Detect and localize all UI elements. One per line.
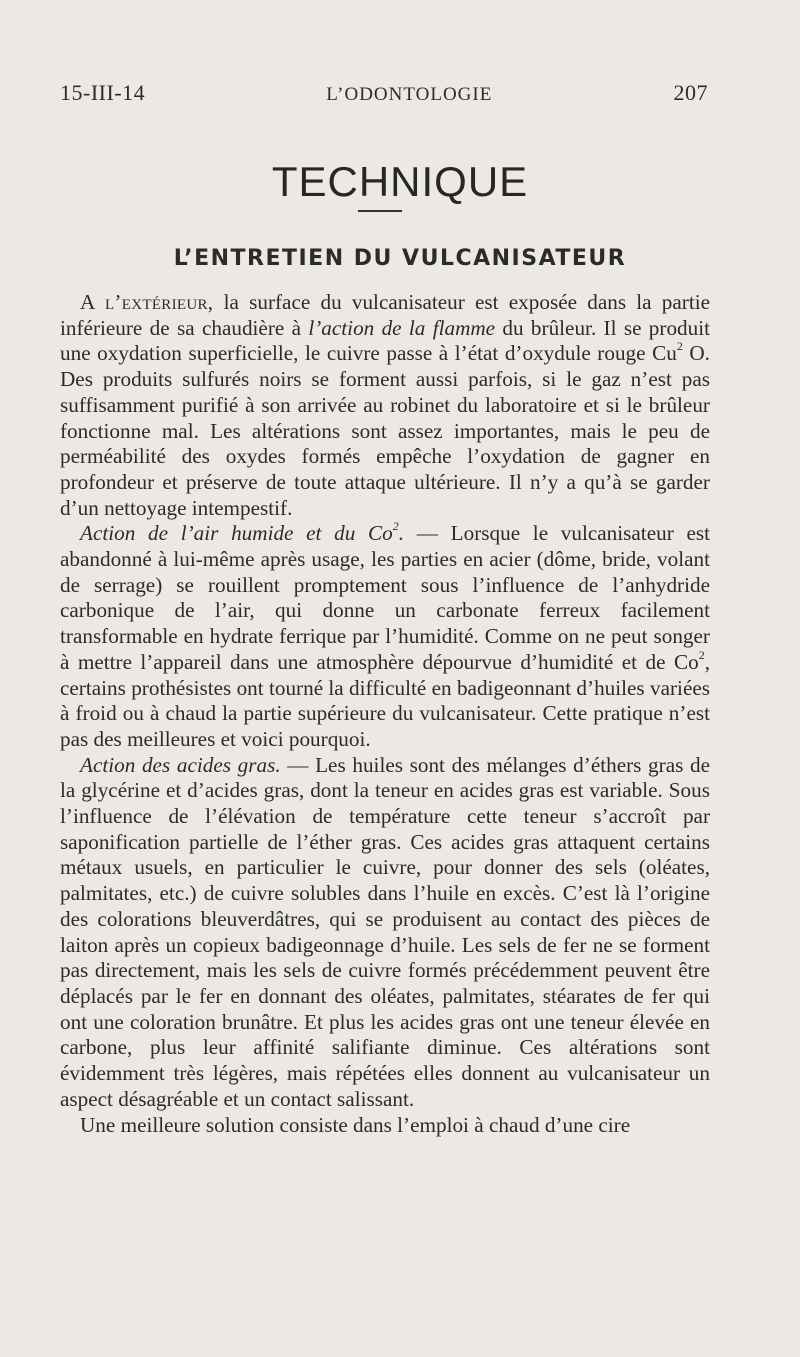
paragraph-2-heading-end: . (398, 521, 405, 546)
paragraph-4 (60, 1113, 710, 1139)
paragraph-1-text: la surface du vulcanisateur est exposée dans la partie inférieure de sa chaudière à (60, 290, 710, 340)
page-number: 207 (673, 80, 708, 105)
paragraph-1 (60, 290, 710, 521)
paragraph-1-italic: l’action de la flamme (308, 315, 496, 340)
journal-title: L’ODONTOLOGIE (326, 84, 493, 105)
article-body (60, 290, 710, 1138)
superscript: 2 (698, 647, 705, 662)
paragraph-2-text-2: , certains prothésistes ont tourné la difficulté en badigeonnant d’huiles variées à froid ou à chaud la partie supérieure du vulcanisateur. Cette pratique n’est pas des meilleures et voici pourquoi. (60, 649, 710, 751)
paragraph-4-text: Une meilleure solution consiste dans l’emploi à chaud d’une cire (80, 1112, 631, 1137)
paragraph-3 (60, 753, 710, 1113)
paragraph-2 (60, 521, 710, 752)
paragraph-3-heading: Action des acides gras. (80, 752, 281, 777)
issue-date: 15-III-14 (60, 80, 146, 105)
article-title: L’ENTRETIEN DU VULCANISATEUR (173, 246, 627, 271)
paragraph-2-heading: Action de l’air humide et du Co (80, 521, 393, 546)
superscript: 2 (676, 339, 683, 354)
title-rule (358, 210, 402, 212)
running-head (60, 80, 708, 106)
lead-in: A l’extérieur, (80, 290, 214, 314)
paragraph-1-text-2: du brûleur. Il se produit une oxydation superficielle, le cuivre passe à l’état d’oxydule rouge Cu (60, 315, 711, 366)
superscript: 2 (392, 519, 399, 534)
section-title: TECHNIQUE (271, 158, 529, 205)
paragraph-1-text-3: O. Des produits sulfurés noirs se forment aussi parfois, si le gaz n’est pas suffisamment purifié à son arrivée au robinet du laboratoire et si le brûleur fonctionne mal. Les altérations sont assez importantes, mais le peu de perméabilité des oxydes formés empêche l’oxydation de gagner en profondeur et préserve de toute attaque ultérieure. Il n’y a qu’à se garder d’un nettoyage intempestif. (60, 341, 710, 520)
paragraph-3-text: — Les huiles sont des mélanges d’éthers gras de la glycérine et d’acides gras, dont la teneur en acides gras est variable. Sous l’influence de l’élévation de température cette teneur s’accroît par saponification partielle de l’éther gras. Ces acides gras attaquent certains métaux usuels, en particulier le cuivre, pour donner des sels (oléates, palmitates, etc.) de cuivre solubles dans l’huile en excès. C’est là l’origine des colorations bleuverdâtres, qui se produisent au contact des pièces de laiton après un copieux badigeonnage d’huile. Les sels de fer ne se forment pas directement, mais les sels de cuivre formés précédemment peuvent être déplacés par le fer en donnant des oléates, palmitates, stéarates de fer qui ont une coloration brunâtre. Et plus les acides gras ont une teneur élevée en carbone, plus leur affinité salifiante diminue. Ces altérations sont évidemment très légères, mais répétées elles donnent au vulcanisateur un aspect désagréable et un contact salissant. (60, 752, 711, 1111)
paragraph-2-text: — Lorsque le vulcanisateur est abandonné à lui-même après usage, les parties en acier (dôme, bride, volant de serrage) se rouillent promptement sous l’influence de l’anhydride carbonique de l’air, qui donne un carbonate ferreux facilement transformable en hydrate ferrique par l’humidité. Comme on ne peut songer à mettre l’appareil dans une atmosphère dépourvue d’humidité et de Co (60, 521, 710, 674)
